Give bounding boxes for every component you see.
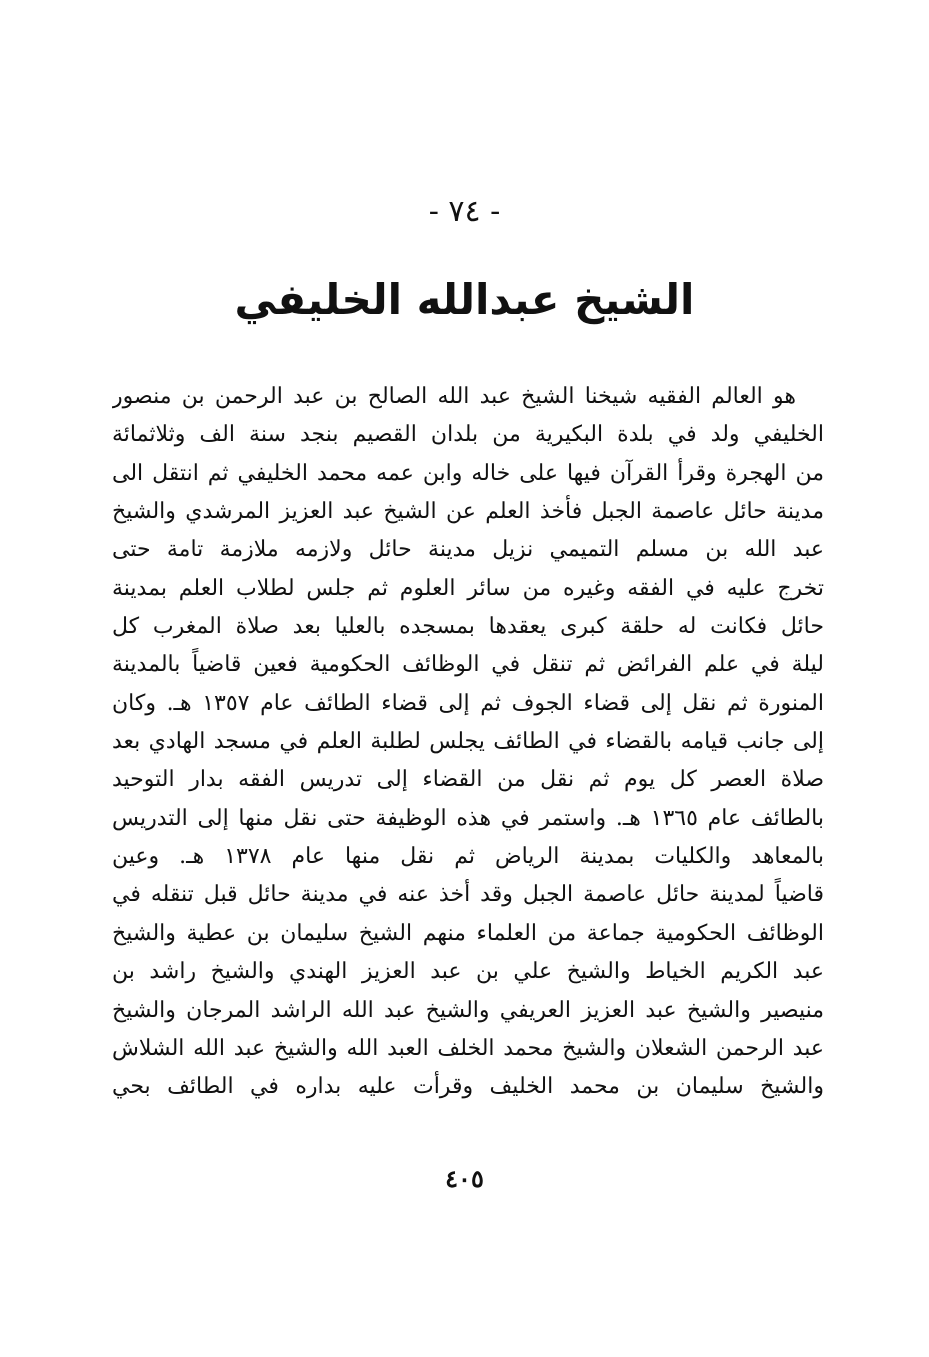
text-line: مدينة حائل عاصمة الجبل فأخذ العلم عن الشيخ عبد العزيز المرشدي والشيخ — [112, 499, 824, 525]
text-line: الخليفي ولد في بلدة البكيرية من بلدان القصيم بنجد سنة الف وثلاثمائة — [112, 422, 824, 448]
text-line: منيصير والشيخ عبد العزيز العريفي والشيخ عبد الله الراشد المرجان والشيخ — [112, 997, 824, 1023]
text-line: الوظائف الحكومية جماعة من العلماء منهم الشيخ سليمان بن عطية والشيخ — [112, 920, 824, 946]
text-line: ليلة في علم الفرائض ثم تنقل في الوظائف الحكومية فعين قاضياً بالمدينة — [112, 652, 824, 678]
section-marker: - ٧٤ - — [428, 194, 501, 229]
text-line: المنورة ثم نقل إلى قضاء الجوف ثم إلى قضاء الطائف عام ١٣٥٧ هـ. وكان — [112, 690, 824, 716]
text-line: والشيخ سليمان بن محمد الخليف وقرأت عليه بداره في الطائف بحي — [112, 1074, 824, 1100]
text-line: قاضياً لمدينة حائل عاصمة الجبل وقد أخذ عنه في مدينة حائل قبل تنقله في — [112, 882, 824, 908]
text-line: حائل فكانت له حلقة كبرى يعقدها بمسجده بالعليا بعد صلاة المغرب كل — [112, 614, 824, 640]
text-line: هو العالم الفقيه شيخنا الشيخ عبد الله الصالح بن عبد الرحمن بن منصور — [112, 384, 796, 409]
text-line: عبد الله بن مسلم التميمي نزيل مدينة حائل ولازمه ملازمة تامة حتى — [112, 537, 824, 563]
text-line: عبد الكريم الخياط والشيخ علي بن عبد العزيز الهندي والشيخ راشد بن — [112, 959, 824, 985]
text-line: من الهجرة وقرأ القرآن فيها على خاله وابن عمه محمد الخليفي ثم انتقل الى — [112, 460, 824, 486]
page-title: الشيخ عبدالله الخليفي — [234, 275, 695, 324]
text-line: صلاة العصر كل يوم ثم نقل من القضاء إلى تدريس الفقه بدار التوحيد — [112, 767, 824, 793]
body-paragraph — [112, 378, 824, 1107]
text-line: تخرج عليه في الفقه وغيره من سائر العلوم ثم جلس لطلاب العلم بمدينة — [112, 575, 824, 601]
page-number: ٤٠٥ — [445, 1164, 484, 1193]
text-line: عبد الرحمن الشعلان والشيخ محمد الخلف العبد الله والشيخ عبد الله الشلاش — [112, 1035, 824, 1061]
text-line: إلى جانب قيامه بالقضاء في الطائف يجلس لطلبة العلم في مسجد الهادي بعد — [112, 729, 824, 755]
text-line: بالمعاهد والكليات بمدينة الرياض ثم نقل منها عام ١٣٧٨ هـ. وعين — [112, 844, 824, 870]
text-line: بالطائف عام ١٣٦٥ هـ. واستمر في هذه الوظيفة حتى نقل منها إلى التدريس — [112, 805, 824, 831]
